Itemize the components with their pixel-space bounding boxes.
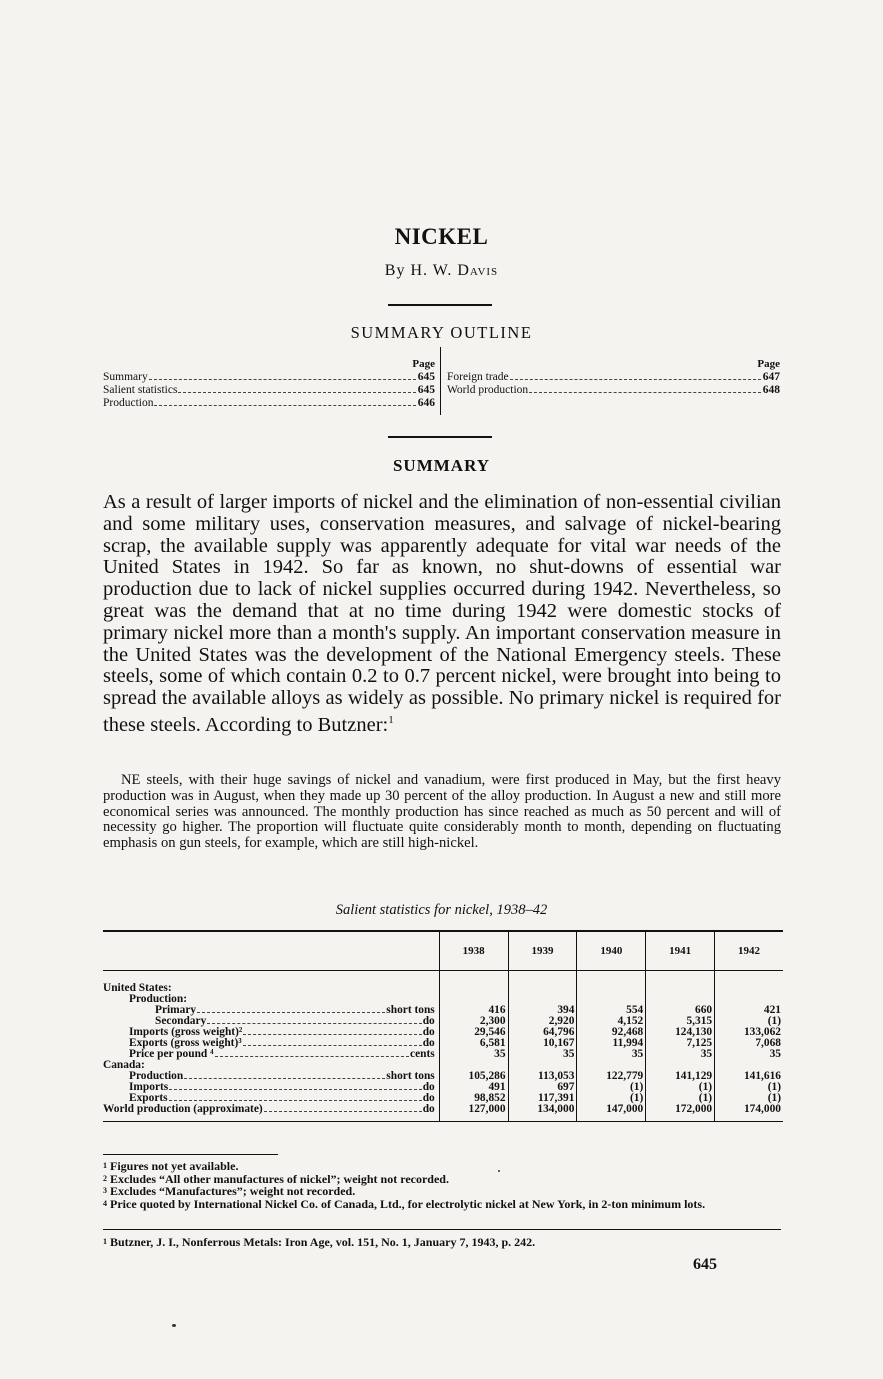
table-cell: (1) — [646, 1093, 715, 1104]
table-cell: (1) — [577, 1093, 646, 1104]
table-cell: 421 — [715, 1005, 783, 1016]
outline-item-page: 648 — [762, 384, 780, 396]
table-cell: (1) — [715, 1016, 783, 1027]
footnote — [103, 1198, 783, 1211]
reference-text: Butzner, J. I., Nonferrous Metals: Iron Age, vol. 151, No. 1, January 7, 1943, p. 242. — [110, 1235, 536, 1249]
leader-dots — [197, 1011, 385, 1013]
footnote-marker: 2 — [103, 1173, 107, 1183]
table-cell: 174,000 — [715, 1104, 783, 1122]
reference-rule — [103, 1229, 781, 1230]
outline-item-page: 647 — [762, 371, 780, 383]
divider-rule — [388, 436, 492, 438]
table-row — [103, 983, 783, 994]
page-column-label: Page — [757, 358, 780, 370]
table-cell: 11,994 — [577, 1038, 646, 1049]
table-cell — [439, 983, 508, 994]
row-stub — [103, 1049, 439, 1060]
row-unit: do — [422, 1081, 435, 1093]
table-cell: 2,920 — [508, 1016, 577, 1027]
row-unit: short tons — [386, 1070, 435, 1082]
stub-header — [103, 931, 439, 971]
footnote-marker: 1 — [103, 1161, 107, 1170]
year-header: 1941 — [646, 931, 715, 971]
row-label: Exports (gross weight)³ — [129, 1037, 242, 1049]
row-label: Production: — [129, 993, 188, 1005]
table-row — [103, 1071, 783, 1082]
outline-item — [103, 397, 435, 410]
table-cell: 35 — [646, 1049, 715, 1060]
leader-dots — [529, 391, 761, 393]
table-cell: 6,581 — [439, 1038, 508, 1049]
outline-item-label: Summary — [103, 371, 148, 383]
table-cell: 105,286 — [439, 1071, 508, 1082]
outline-item-label: Salient statistics — [103, 384, 178, 396]
outline-item — [103, 384, 435, 397]
footnote-text: Price quoted by International Nickel Co. of Canada, Ltd., for electrolytic nickel at New York, in 2-ton minimum lots. — [110, 1196, 706, 1211]
page-number: 645 — [693, 1256, 717, 1273]
table-cell: 35 — [715, 1049, 783, 1060]
table-cell: 98,852 — [439, 1093, 508, 1104]
table-cell: 134,000 — [508, 1104, 577, 1122]
leader-dots — [169, 1088, 421, 1090]
table-spacer-row — [103, 971, 783, 984]
footnote-text: Excludes “Manufactures”; weight not recorded. — [110, 1184, 356, 1199]
footnote-text: Excludes “All other manufactures of nickel”; weight not recorded. — [110, 1171, 449, 1186]
leader-dots — [215, 1055, 410, 1057]
table-row — [103, 1049, 783, 1060]
leader-dots — [149, 378, 416, 380]
table-cell: 133,062 — [715, 1027, 783, 1038]
year-header: 1938 — [439, 931, 508, 971]
table-cell: 35 — [439, 1049, 508, 1060]
summary-heading: SUMMARY — [392, 456, 491, 475]
table-cell: 394 — [508, 1005, 577, 1016]
footnote-text: Figures not yet available. — [110, 1159, 239, 1173]
row-label: Imports (gross weight)² — [129, 1026, 243, 1038]
table-cell: 2,300 — [439, 1016, 508, 1027]
byline-prefix: By — [384, 262, 406, 279]
table-cell: (1) — [715, 1082, 783, 1093]
table-caption: Salient statistics for nickel, 1938–42 — [335, 902, 548, 918]
row-unit: do — [422, 1092, 435, 1104]
footnote-marker: 3 — [103, 1186, 107, 1196]
table-row — [103, 994, 783, 1005]
table-cell: 660 — [646, 1005, 715, 1016]
table-cell — [508, 983, 577, 994]
year-header: 1940 — [577, 931, 646, 971]
footnote-marker: 1 — [388, 713, 394, 726]
summary-paragraph — [103, 492, 781, 737]
divider-rule — [388, 304, 492, 306]
row-label: United States: — [103, 982, 172, 994]
leader-dots — [154, 404, 415, 406]
leader-dots — [243, 1044, 422, 1046]
author-name: H. W. Davis — [410, 262, 499, 279]
table-cell: (1) — [715, 1093, 783, 1104]
footnote-rule — [103, 1154, 278, 1155]
table-cell: 172,000 — [646, 1104, 715, 1122]
row-label: Canada: — [103, 1059, 145, 1071]
print-speck — [172, 1324, 176, 1327]
table-cell: 92,468 — [577, 1027, 646, 1038]
outline-heading: SUMMARY OUTLINE — [350, 323, 533, 342]
footnote-marker: 4 — [103, 1198, 107, 1208]
table-cell: 35 — [508, 1049, 577, 1060]
outline-item-page: 645 — [417, 384, 435, 396]
table-cell: 117,391 — [508, 1093, 577, 1104]
table-cell: 35 — [577, 1049, 646, 1060]
outline-item-label: World production — [447, 384, 529, 396]
table-cell: 554 — [577, 1005, 646, 1016]
year-header: 1942 — [715, 931, 783, 971]
table-cell: 4,152 — [577, 1016, 646, 1027]
outline-left-column — [103, 358, 435, 410]
outline-item-label: Foreign trade — [447, 371, 509, 383]
leader-dots — [264, 1110, 422, 1112]
outline-item — [447, 384, 780, 397]
table-cell: (1) — [646, 1082, 715, 1093]
page-title: NICKEL — [394, 224, 489, 249]
year-header: 1939 — [508, 931, 577, 971]
table-cell: 147,000 — [577, 1104, 646, 1122]
table-cell: 122,779 — [577, 1071, 646, 1082]
leader-dots — [178, 391, 415, 393]
row-label: Production — [129, 1070, 184, 1082]
row-unit: do — [422, 1103, 435, 1115]
outline-item-label: Production — [103, 397, 154, 409]
table-cell: 64,796 — [508, 1027, 577, 1038]
table-row — [103, 1104, 783, 1122]
row-label: Exports — [129, 1092, 168, 1104]
table-cell: 29,546 — [439, 1027, 508, 1038]
block-quote: NE steels, with their huge savings of nickel and vanadium, were first produced in May, but the first heavy production was in August, when they made up 30 percent of the alloy production. In August a new and still more economical series was announced. The monthly production has since reached as much as 50 percent and will of necessity go higher. The proportion will fluctuate quite considerably month to month, depending on fluctuating emphasis on gun steels, for example, which are still high-nickel. — [103, 772, 781, 852]
row-unit: do — [422, 1015, 435, 1027]
outline-item — [103, 371, 435, 384]
table-cell: 416 — [439, 1005, 508, 1016]
outline-item — [447, 371, 780, 384]
table-cell: 491 — [439, 1082, 508, 1093]
print-speck — [498, 1170, 500, 1172]
row-label: Price per pound ⁴ — [129, 1048, 214, 1060]
table-cell: 7,125 — [646, 1038, 715, 1049]
leader-dots — [169, 1099, 422, 1101]
salient-statistics-table — [103, 930, 783, 1122]
table-cell: 697 — [508, 1082, 577, 1093]
outline-column-divider — [440, 347, 441, 415]
table-header-row — [103, 931, 783, 971]
row-unit: cents — [410, 1048, 435, 1060]
table-cell: 113,053 — [508, 1071, 577, 1082]
source-reference — [103, 1235, 783, 1250]
table-cell: 10,167 — [508, 1038, 577, 1049]
leader-dots — [510, 378, 761, 380]
row-unit: short tons — [386, 1004, 435, 1016]
leader-dots — [184, 1077, 385, 1079]
table-cell: 7,068 — [715, 1038, 783, 1049]
leader-dots — [207, 1022, 421, 1024]
table-cell — [577, 983, 646, 994]
row-unit: do — [422, 1026, 435, 1038]
summary-paragraph-text: As a result of larger imports of nickel and the elimination of non-essential civilian and some military uses, conservation measures, and salvage of nickel-bearing scrap, the available supply was apparently adequate for vital war needs of the United States in 1942. So far as known, no shut-downs of essential war production due to lack of nickel supplies occurred during 1942. Nevertheless, so great was the demand that at no time during 1942 were domestic stocks of primary nickel more than a month's supply. An important conservation measure in the United States was the development of the National Emergency steels. These steels, some of which contain 0.2 to 0.7 percent nickel, were brought into being to spread the available alloys as widely as possible. No primary nickel is required for these steels. According to Butzner: — [103, 491, 781, 736]
table-cell: 5,315 — [646, 1016, 715, 1027]
table-cell — [646, 983, 715, 994]
reference-marker: 1 — [103, 1237, 107, 1246]
page-column-label: Page — [412, 358, 435, 370]
outline-item-page: 646 — [417, 397, 435, 409]
row-label: World production (approximate) — [103, 1103, 263, 1115]
outline-right-column — [447, 358, 780, 397]
table-cell — [715, 983, 783, 994]
table-row — [103, 1082, 783, 1093]
row-stub — [103, 1005, 439, 1016]
table-cell: (1) — [577, 1082, 646, 1093]
row-label: Primary — [155, 1004, 197, 1016]
leader-dots — [243, 1033, 421, 1035]
table-cell: 124,130 — [646, 1027, 715, 1038]
table-footnotes — [103, 1160, 783, 1210]
row-stub — [103, 1104, 439, 1122]
row-unit: do — [422, 1037, 435, 1049]
row-label: Imports — [129, 1081, 169, 1093]
byline — [0, 262, 883, 280]
table-cell: 127,000 — [439, 1104, 508, 1122]
table-cell: 141,616 — [715, 1071, 783, 1082]
outline-item-page: 645 — [417, 371, 435, 383]
table-cell: 141,129 — [646, 1071, 715, 1082]
table-body — [103, 971, 783, 1122]
row-label: Secondary — [155, 1015, 207, 1027]
